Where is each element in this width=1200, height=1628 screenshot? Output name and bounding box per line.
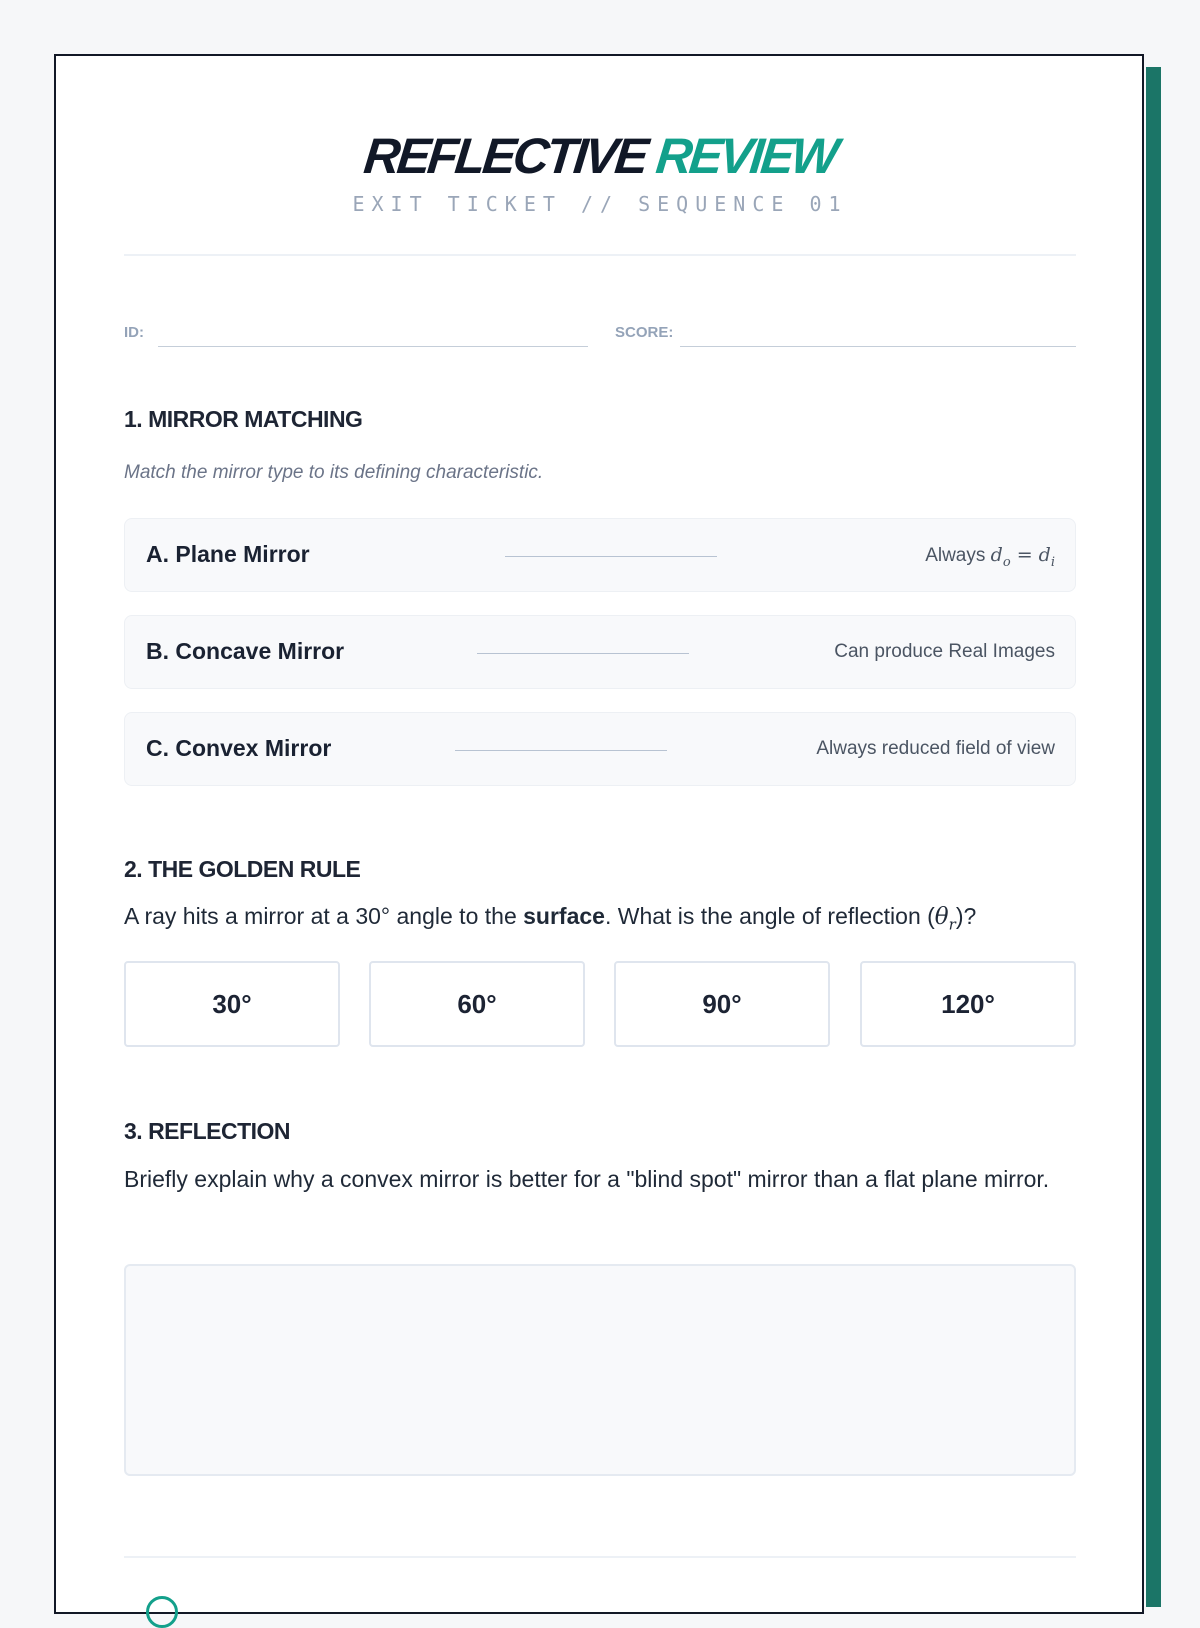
match-label: B. Concave Mirror — [146, 638, 345, 664]
reflection-answer-box[interactable] — [124, 1264, 1076, 1476]
id-field[interactable] — [158, 346, 588, 347]
score-field[interactable] — [680, 346, 1076, 347]
answer-option-90[interactable]: 90° — [614, 961, 830, 1047]
header-divider — [124, 254, 1076, 256]
desc-math — [990, 544, 1055, 570]
match-answer-line[interactable] — [477, 653, 689, 654]
match-description: Can produce Real Images — [834, 641, 1055, 662]
answer-option-30[interactable]: 30° — [124, 961, 340, 1047]
id-label: ID: — [124, 324, 144, 341]
page-subtitle: EXIT TICKET // SEQUENCE 01 — [352, 192, 848, 216]
reflection-prompt: Briefly explain why a convex mirror is better for a "blind spot" mirror than a flat plane mirror. — [124, 1166, 1050, 1192]
match-answer-line[interactable] — [505, 556, 717, 557]
section-title-reflection: 3. REFLECTION — [124, 1118, 291, 1144]
card-shadow — [1146, 67, 1161, 1607]
match-answer-line[interactable] — [455, 750, 667, 751]
match-row-plane — [124, 518, 1076, 592]
answer-option-60[interactable]: 60° — [369, 961, 585, 1047]
desc-prefix: Always — [925, 545, 986, 566]
match-label: A. Plane Mirror — [146, 541, 310, 567]
math-d-o: d — [990, 544, 1003, 566]
exit-ticket-card — [54, 54, 1144, 1614]
score-label: SCORE: — [615, 324, 674, 341]
match-label: C. Convex Mirror — [146, 735, 332, 761]
match-row-convex — [124, 712, 1076, 786]
theta-subscript: r — [948, 915, 956, 934]
page-title — [121, 128, 1079, 184]
match-description: Always reduced field of view — [816, 738, 1055, 759]
title-accent: REVIEW — [653, 128, 839, 184]
theta-symbol: θ — [934, 904, 949, 930]
match-row-concave — [124, 615, 1076, 689]
footer-divider — [124, 1556, 1076, 1558]
question-text-cont: . What is the angle of reflection ( — [604, 903, 935, 929]
section-title-matching: 1. MIRROR MATCHING — [124, 406, 363, 432]
math-equals: = — [1010, 544, 1039, 566]
title-dark: REFLECTIVE — [361, 128, 649, 184]
question-text-end: )? — [955, 903, 977, 929]
answer-option-120[interactable]: 120° — [860, 961, 1076, 1047]
golden-rule-question — [124, 897, 1076, 944]
math-d-i: d — [1038, 544, 1051, 566]
question-emphasis: surface — [523, 903, 605, 929]
footer-badge-icon — [146, 1596, 178, 1628]
matching-instructions: Match the mirror type to its defining characteristic. — [124, 462, 544, 483]
match-description — [925, 544, 1055, 570]
question-text: A ray hits a mirror at a 30° angle to the — [124, 903, 524, 929]
math-sub-i: i — [1050, 554, 1055, 570]
section-title-golden-rule: 2. THE GOLDEN RULE — [124, 856, 361, 882]
math-sub-o: o — [1002, 554, 1011, 570]
